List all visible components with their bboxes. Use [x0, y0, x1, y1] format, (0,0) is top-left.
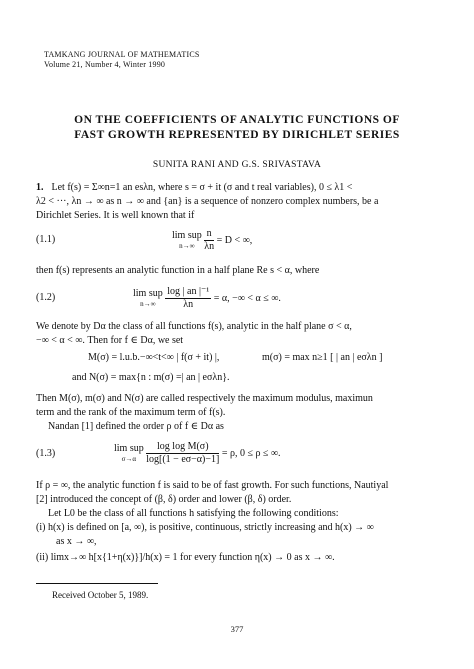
- fast-growth-line-2: [2] introduced the concept of (β, δ) order and lower (β, δ) order.: [36, 494, 292, 505]
- volume-info: Volume 21, Number 4, Winter 1990: [44, 60, 166, 69]
- fraction: $\frac{\text{log log M(σ)}}{\log[(1 - e\sigma-\alpha)-1]}$: [146, 441, 220, 465]
- class-l0-line: Let L0 be the class of all functions h satisfying the following conditions:: [48, 508, 339, 519]
- lim-sup: lim sup n→∞: [133, 287, 163, 308]
- denote-line-1: We denote by Dα the class of all functions f(s), analytic in the half plane σ < α,: [36, 321, 352, 332]
- definition-max-modulus: M(σ) = l.u.b.−∞<t<∞ | f(σ + it) |,: [88, 352, 220, 363]
- then-line-1: Then M(σ), m(σ) and N(σ) are called respectively the maximum modulus, maximun: [36, 393, 373, 404]
- equation-rhs: = ρ, 0 ≤ ρ ≤ ∞.: [221, 447, 281, 459]
- condition-i-line-2: as x → ∞,: [56, 536, 97, 547]
- fast-growth-line-1: If ρ = ∞, the analytic function f is said to be of fast growth. For such functions, Nautiyal: [36, 480, 389, 491]
- journal-name: TAMKANG JOURNAL OF MATHEMATICS: [44, 50, 200, 59]
- authors: SUNITA RANI AND G.S. SRIVASTAVA: [152, 160, 322, 170]
- equation-1-2: [133, 286, 281, 311]
- fraction: $\frac{\text{log | an |⁻¹}}{\lambda n}$: [167, 286, 210, 310]
- intro-line-1: Let f(s) = Σ∞n=1 an esλn, where s = σ + it (σ and t real variables), 0 ≤ λ1 <: [51, 182, 353, 193]
- section-1-intro: [36, 181, 442, 194]
- footnote-divider: [36, 583, 158, 584]
- page-number: 377: [230, 624, 244, 634]
- definition-rank: and N(σ) = max{n : m(σ) =| an | eσλn}.: [72, 372, 230, 383]
- equation-rhs: = D < ∞,: [216, 234, 253, 246]
- equation-1-3: [114, 441, 281, 466]
- definition-max-term: m(σ) = max n≥1 [ | an | eσλn ]: [262, 352, 383, 363]
- then-line-2: term and the rank of the maximum term of f(s).: [36, 407, 226, 418]
- paper-title-line-2: FAST GROWTH REPRESENTED BY DIRICHLET SERIES: [74, 129, 400, 141]
- equation-label-1-3: (1.3): [36, 448, 56, 459]
- condition-ii: (ii) limx→∞ h[x{1+η(x)}]/h(x) = 1 for every function η(x) → 0 as x → ∞.: [36, 552, 335, 563]
- lim-sup: lim sup σ→α: [114, 442, 144, 463]
- condition-i-line-1: (i) h(x) is defined on [a, ∞), is positive, continuous, strictly increasing and h(x) → ∞: [36, 522, 374, 533]
- equation-1-1: [172, 228, 252, 253]
- intro-line-3: Dirichlet Series. It is well known that if: [36, 210, 195, 221]
- lim-sup: lim sup n→∞: [172, 229, 202, 250]
- fraction: $\frac{n}{\lambda n}$: [204, 228, 215, 252]
- intro-line-2: λ2 < ···, λn → ∞ as n → ∞ and {an} is a sequence of nonzero complex numbers, be a: [36, 196, 379, 207]
- received-date: Received October 5, 1989.: [52, 590, 149, 600]
- after-eq-1-1: then f(s) represents an analytic function in a half plane Re s < α, where: [36, 265, 320, 276]
- section-number: 1.: [36, 182, 44, 193]
- nandan-line: Nandan [1] defined the order ρ of f ∈ Dα as: [48, 421, 224, 432]
- equation-label-1-1: (1.1): [36, 234, 56, 245]
- paper-title-line-1: ON THE COEFFICIENTS OF ANALYTIC FUNCTIONS OF: [74, 114, 400, 126]
- denote-line-2: −∞ < α < ∞. Then for f ∈ Dα, we set: [36, 335, 184, 346]
- equation-label-1-2: (1.2): [36, 292, 56, 303]
- equation-rhs: = α, −∞ < α ≤ ∞.: [213, 292, 281, 304]
